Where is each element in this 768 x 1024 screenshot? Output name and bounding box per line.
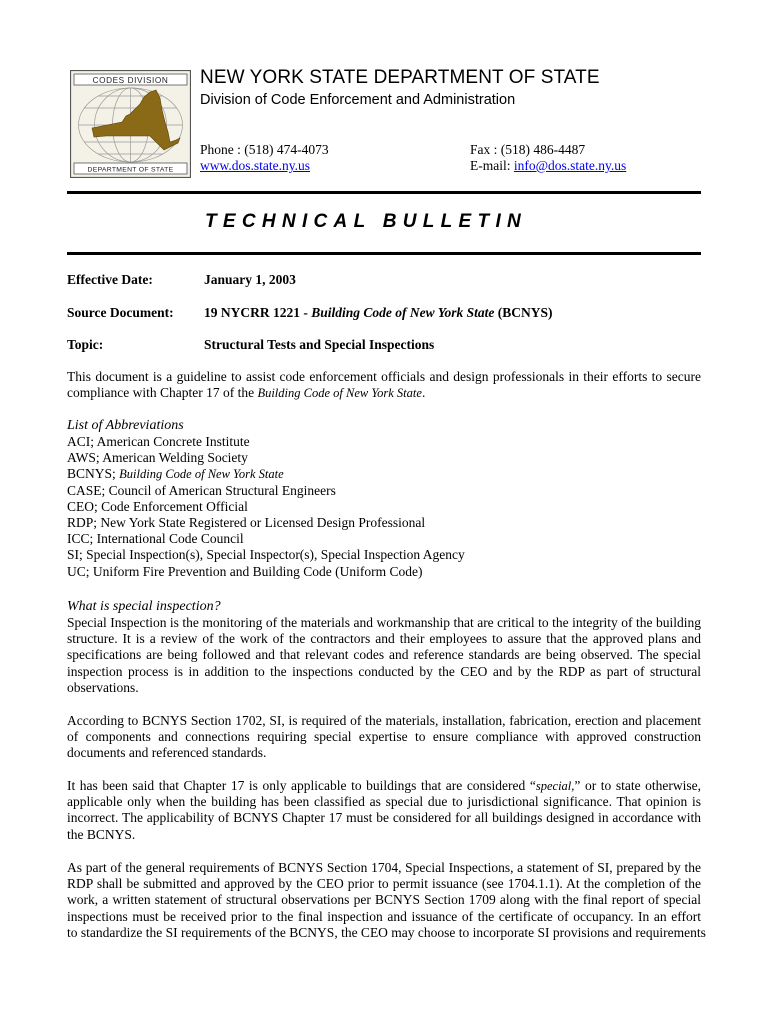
paragraph-line: inspection process is in addition to the inspections conducted by the CEO and by the RDP as part of structural — [67, 663, 701, 679]
abbreviations-heading: List of Abbreviations — [67, 418, 184, 433]
paragraph-section-1704 — [67, 860, 706, 941]
title-divider — [67, 252, 701, 255]
paragraph-line: RDP shall be submitted and approved by the CEO prior to permit issuance (see 1704.1.1). At the completion of the — [67, 876, 701, 892]
intro-line — [67, 385, 701, 401]
paragraph-section-1702 — [67, 713, 701, 762]
source-abbrev: (BCNYS) — [494, 305, 553, 320]
paragraph-line: applicable only when the building has been classified as special due to jurisdictional significance. That opinion is — [67, 794, 701, 810]
bulletin-title: TECHNICAL BULLETIN — [205, 211, 528, 232]
paragraph-line: work, a written statement of structural observations per BCNYS Section 1709 along with the final report of special — [67, 892, 701, 908]
contact-right — [470, 142, 626, 174]
paragraph-line: of components and connections requiring special expertise to ensure compliance with approved construction — [67, 729, 701, 745]
intro-text: compliance with Chapter 17 of the — [67, 385, 258, 401]
list-item — [67, 466, 465, 482]
paragraph-text: It has been said that Chapter 17 is only applicable to buildings that are considered “ — [67, 778, 536, 793]
contact-left — [200, 142, 329, 174]
list-item: ACI; American Concrete Institute — [67, 434, 250, 449]
svg-text:DEPARTMENT OF STATE: DEPARTMENT OF STATE — [87, 166, 174, 174]
email-link[interactable]: info@dos.state.ny.us — [513, 158, 627, 173]
codes-division-seal-logo — [70, 70, 191, 178]
paragraph-line: to standardize the SI requirements of the BCNYS, the CEO may choose to incorporate SI provisions and requirements — [67, 924, 706, 940]
paragraph-line: the BCNYS. — [67, 826, 136, 842]
intro-paragraph — [67, 369, 701, 401]
list-item: AWS; American Welding Society — [67, 450, 248, 466]
topic-label: Topic: — [67, 337, 104, 352]
paragraph-line: observations. — [67, 679, 139, 695]
effective-date-label: Effective Date: — [67, 272, 153, 287]
paragraph-line: According to BCNYS Section 1702, SI, is required of the materials, installation, fabrication, erection and placement — [67, 713, 701, 728]
paragraph-line: specifications are being followed and that relevant codes and reference standards are being observed. The special — [67, 647, 701, 663]
svg-text:CODES DIVISION: CODES DIVISION — [92, 75, 169, 85]
topic-value: Structural Tests and Special Inspections — [204, 337, 435, 352]
source-document-value — [204, 305, 553, 321]
paragraph-line: documents and referenced standards. — [67, 745, 267, 761]
list-item: ICC; International Code Council — [67, 531, 244, 547]
website-link[interactable]: www.dos.state.ny.us — [200, 158, 310, 173]
paragraph-chapter-17 — [67, 778, 701, 843]
list-item: UC; Uniform Fire Prevention and Building Code (Uniform Code) — [67, 563, 423, 579]
fax-number: Fax : (518) 486-4487 — [470, 142, 586, 157]
source-code: 19 NYCRR 1221 - — [204, 305, 312, 320]
list-item: SI; Special Inspection(s), Special Inspector(s), Special Inspection Agency — [67, 547, 465, 563]
division-subtitle: Division of Code Enforcement and Administration — [200, 92, 516, 108]
list-item: CEO; Code Enforcement Official — [67, 498, 248, 514]
paragraph-line: As part of the general requirements of BCNYS Section 1704, Special Inspections, a statement of SI, prepared by the — [67, 860, 701, 875]
paragraph-line: structure. It is a review of the work of the contractors and their employees to assure that the approved plans and — [67, 631, 701, 647]
abbr-value: Building Code of New York State — [119, 467, 284, 482]
paragraph-line: Special Inspection is the monitoring of the materials and workmanship that are critical to the integrity of the building — [67, 615, 701, 630]
list-item: CASE; Council of American Structural Engineers — [67, 482, 336, 498]
source-document-label: Source Document: — [67, 305, 174, 320]
intro-text: . — [421, 385, 426, 401]
abbr-key: BCNYS; — [67, 466, 120, 482]
paragraph-line: inspections must be received prior to the final inspection and issuance of the certificate of occupancy. In an effort — [67, 908, 701, 924]
abbreviations-list — [67, 434, 465, 580]
special-term: special, — [535, 779, 575, 793]
source-title: Building Code of New York State — [311, 305, 495, 320]
paragraph-definition — [67, 615, 701, 696]
intro-code-title: Building Code of New York State — [257, 386, 422, 401]
paragraph-line — [67, 778, 701, 794]
email-label: E-mail: — [470, 158, 514, 173]
paragraph-text: ” or to state otherwise, — [574, 778, 702, 793]
paragraph-line: incorrect. The applicability of BCNYS Chapter 17 must be considered for all buildings designed in accordance with — [67, 810, 701, 826]
intro-line: This document is a guideline to assist code enforcement officials and design professionals in their efforts to secure — [67, 369, 701, 384]
special-inspection-heading: What is special inspection? — [67, 599, 221, 614]
effective-date-value: January 1, 2003 — [204, 272, 296, 287]
phone-number: Phone : (518) 474-4073 — [200, 142, 329, 157]
department-title: NEW YORK STATE DEPARTMENT OF STATE — [200, 67, 600, 88]
header-divider — [67, 191, 701, 194]
list-item: RDP; New York State Registered or Licensed Design Professional — [67, 515, 426, 531]
